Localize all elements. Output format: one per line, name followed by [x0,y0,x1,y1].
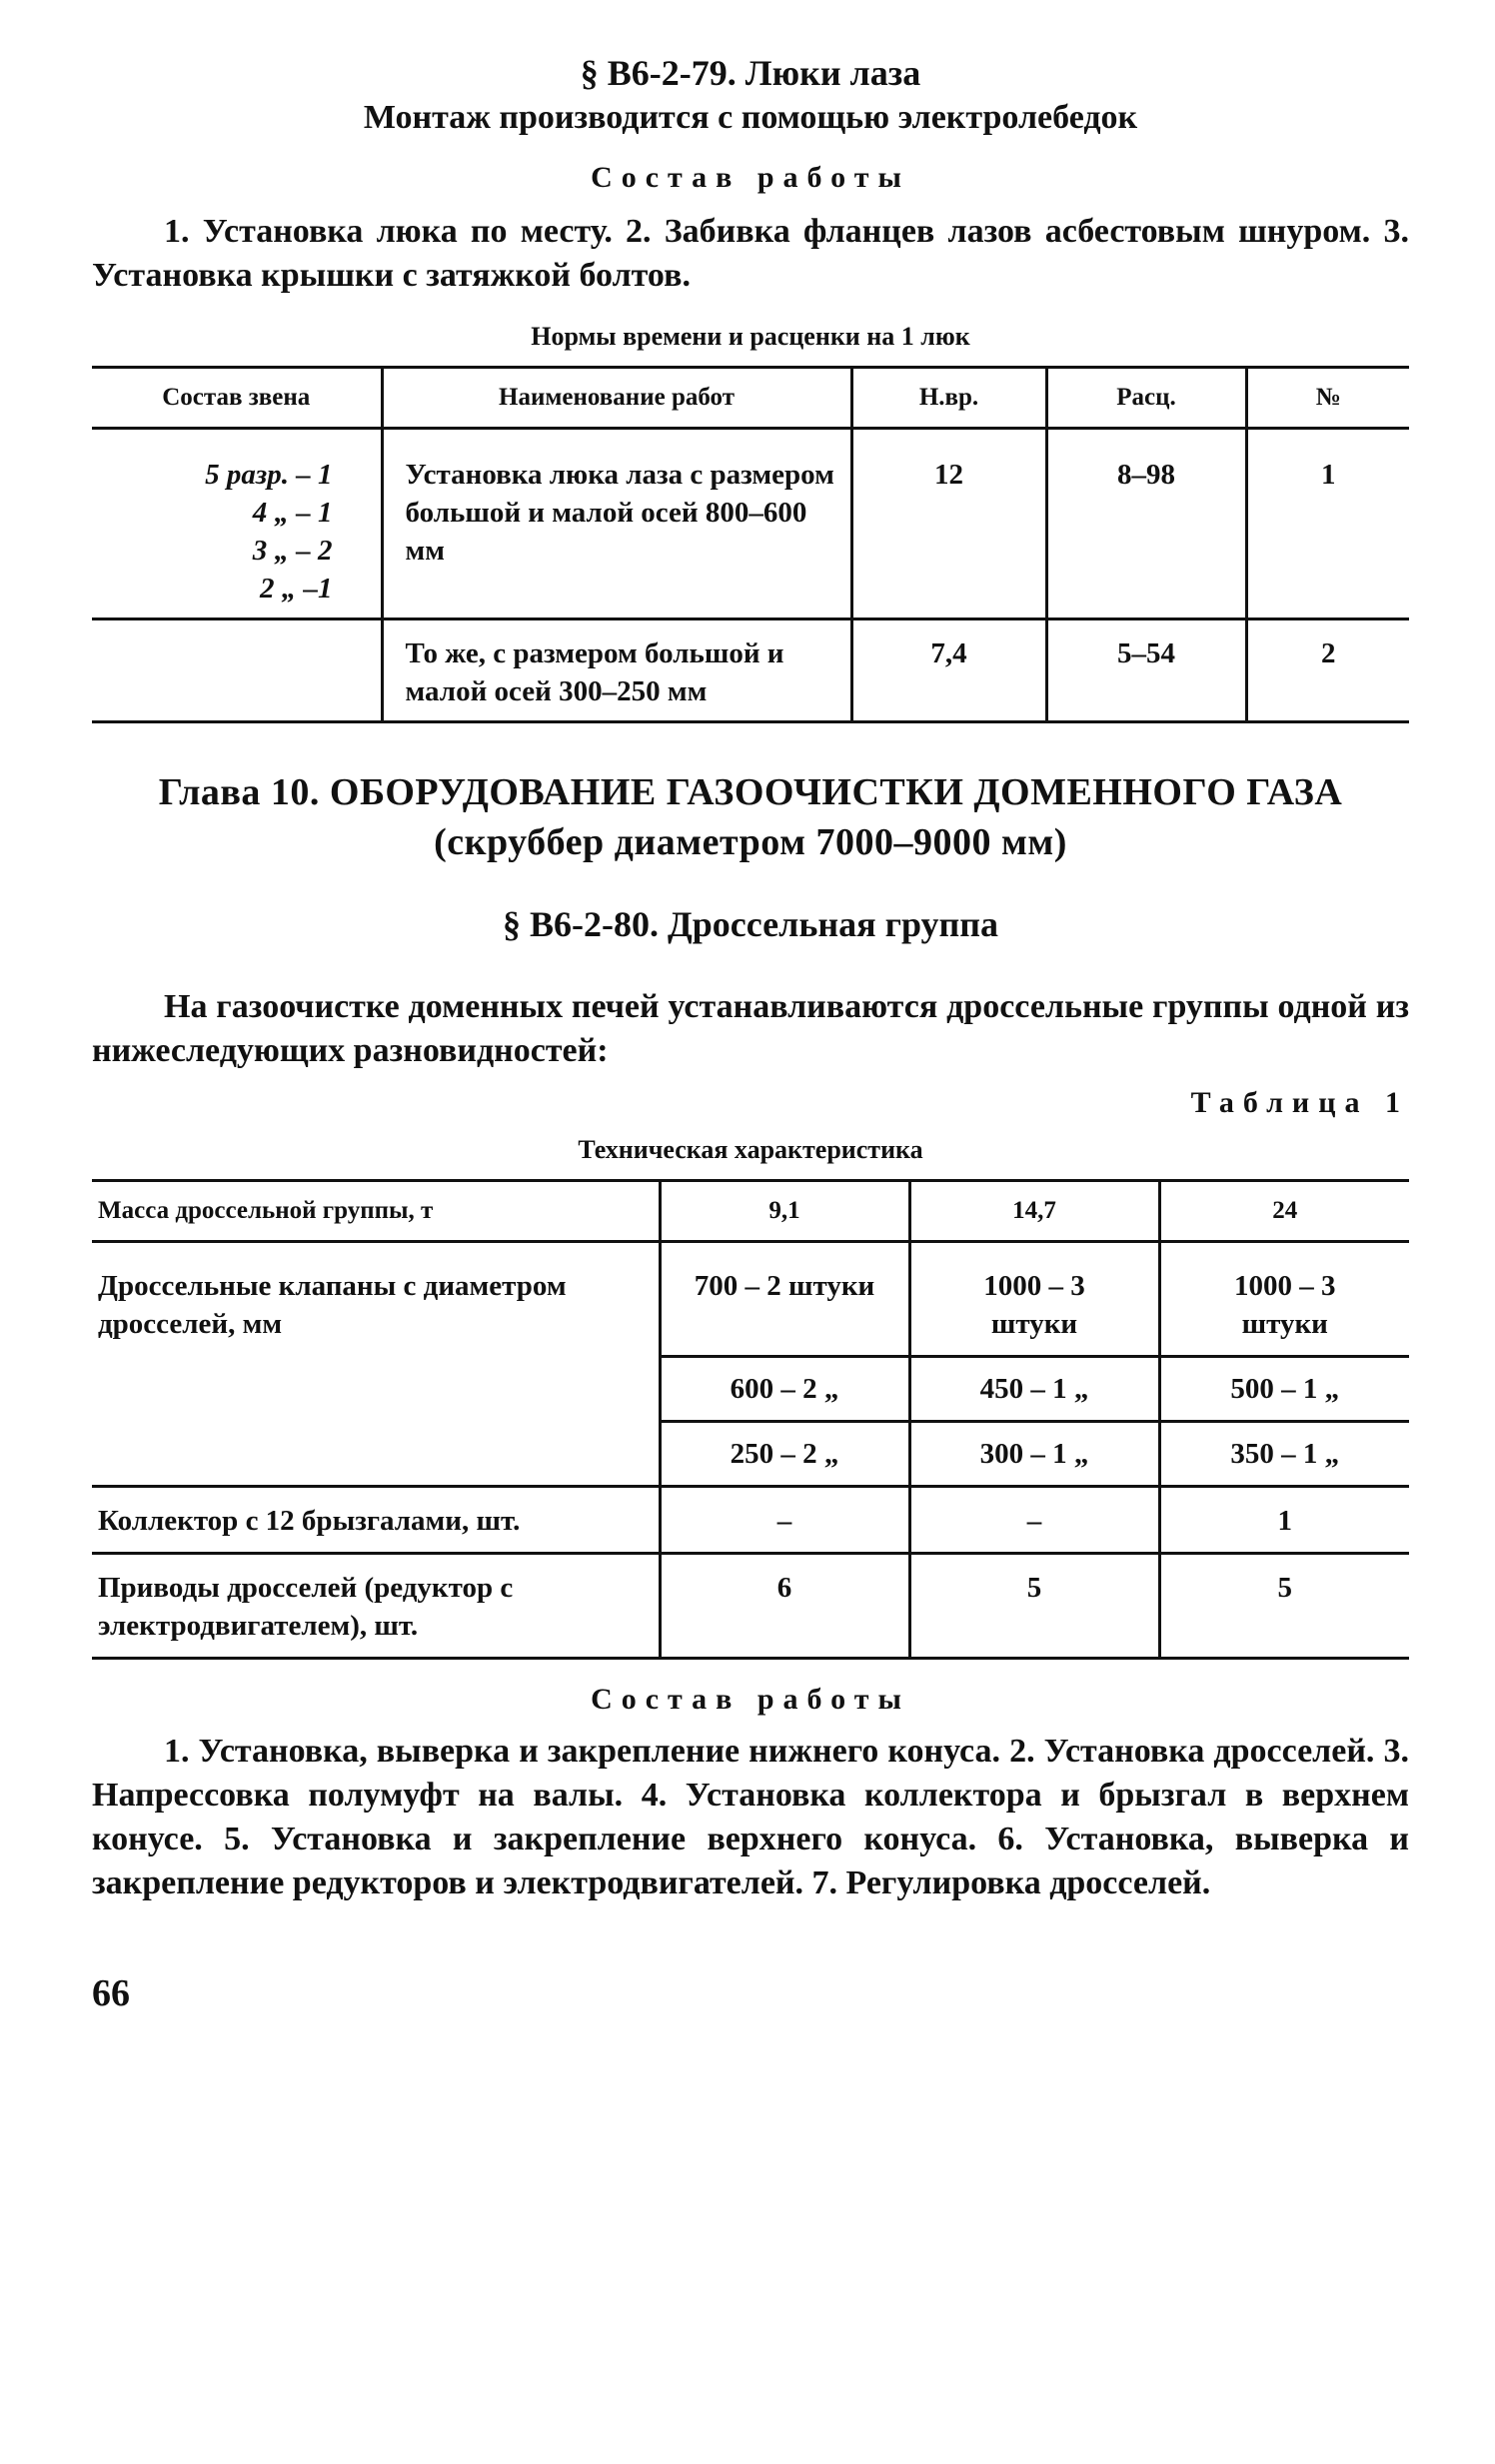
mass-label: Масса дроссельной группы, т [92,1181,660,1242]
crew-empty-cell [92,619,382,722]
col-rate: Расц. [1046,368,1246,429]
table-row [92,1487,1409,1554]
valve-cell: 350 – 1 „ [1159,1422,1409,1487]
col-time-norm: Н.вр. [851,368,1046,429]
norms-table-caption: Нормы времени и расценки на 1 люк [531,322,970,351]
tech-table-header [92,1181,1409,1242]
rate-cell: 5–54 [1046,619,1246,722]
norms-table [92,366,1409,723]
valve-cell: 600 – 2 „ [660,1357,909,1422]
collector-cell: – [660,1487,909,1554]
table-row [92,619,1409,722]
valve-cell: 500 – 1 „ [1159,1357,1409,1422]
mass-value: 9,1 [660,1181,909,1242]
collector-label: Коллектор с 12 брызгалами, шт. [92,1487,660,1554]
crew-composition [92,429,382,619]
work-composition-heading-2: Состав работы [591,1683,910,1716]
time-norm-cell: 7,4 [851,619,1046,722]
mass-value: 14,7 [909,1181,1159,1242]
section-79-title: § В6-2-79. Люки лаза [580,53,921,93]
crew-line: 4 „ – 1 [252,497,333,529]
crew-line: 3 „ – 2 [252,535,333,567]
number-cell: 1 [1246,429,1409,619]
valve-cell: 1000 – 3 штуки [1159,1242,1409,1357]
crew-line: 2 „ –1 [260,573,333,605]
valve-cell: 250 – 2 „ [660,1422,909,1487]
work-name-cell: То же, с размером большой и малой осей 300–250 мм [382,619,851,722]
valve-cell: 300 – 1 „ [909,1422,1159,1487]
rate-cell: 8–98 [1046,429,1246,619]
norms-table-header [92,368,1409,429]
collector-cell: 1 [1159,1487,1409,1554]
work-name-cell: Установка люка лаза с размером большой и малой осей 800–600 мм [382,429,851,619]
drives-label: Приводы дросселей (редуктор с электродвигателем), шт. [92,1554,660,1659]
valve-cell: 700 – 2 штуки [660,1242,909,1357]
page-number: 66 [92,1972,130,2014]
table-row [92,1242,1409,1357]
tech-spec-table [92,1179,1409,1660]
table-label: Таблица 1 [1190,1086,1409,1119]
work-composition-text-2: 1. Установка, выверка и закрепление нижнего конуса. 2. Установка дросселей. 3. Напрессовка полумуфт на валы. 4. Установка коллектора и брызгал в верхнем конусе. 5. Установка и закрепление верхнего конуса. 6. Установка, выверка и закрепление редукторов и электродвигателей. 7. Регулировка дросселей. [92,1733,1409,1901]
section-79-subtitle: Монтаж производится с помощью электролебедок [363,99,1138,136]
tech-table-caption: Техническая характеристика [578,1135,923,1164]
work-composition-heading: Состав работы [591,161,910,194]
col-crew: Состав звена [92,368,382,429]
drives-cell: 5 [909,1554,1159,1659]
time-norm-cell: 12 [851,429,1046,619]
col-work-name: Наименование работ [382,368,851,429]
chapter-10-subtitle: (скруббер диаметром 7000–9000 мм) [434,821,1067,863]
valve-cell: 450 – 1 „ [909,1357,1159,1422]
number-cell: 2 [1246,619,1409,722]
work-composition-text: 1. Установка люка по месту. 2. Забивка фланцев лазов асбестовым шнуром. 3. Установка крышки с затяжкой болтов. [92,213,1409,294]
table-row [92,429,1409,619]
mass-value: 24 [1159,1181,1409,1242]
drives-cell: 6 [660,1554,909,1659]
document-page [92,50,1409,2015]
section-80-intro: На газоочистке доменных печей устанавливаются дроссельные группы одной из нижеследующих разновидностей: [92,988,1409,1069]
valves-label: Дроссельные клапаны с диаметром дросселей, мм [98,1270,567,1340]
col-number: № [1246,368,1409,429]
valve-cell: 1000 – 3 штуки [909,1242,1159,1357]
table-row [92,1554,1409,1659]
section-80-title: § В6-2-80. Дроссельная группа [503,904,998,944]
drives-cell: 5 [1159,1554,1409,1659]
collector-cell: – [909,1487,1159,1554]
chapter-10-title: Глава 10. ОБОРУДОВАНИЕ ГАЗООЧИСТКИ ДОМЕННОГО ГАЗА [158,771,1343,813]
crew-line: 5 разр. – 1 [205,459,333,491]
